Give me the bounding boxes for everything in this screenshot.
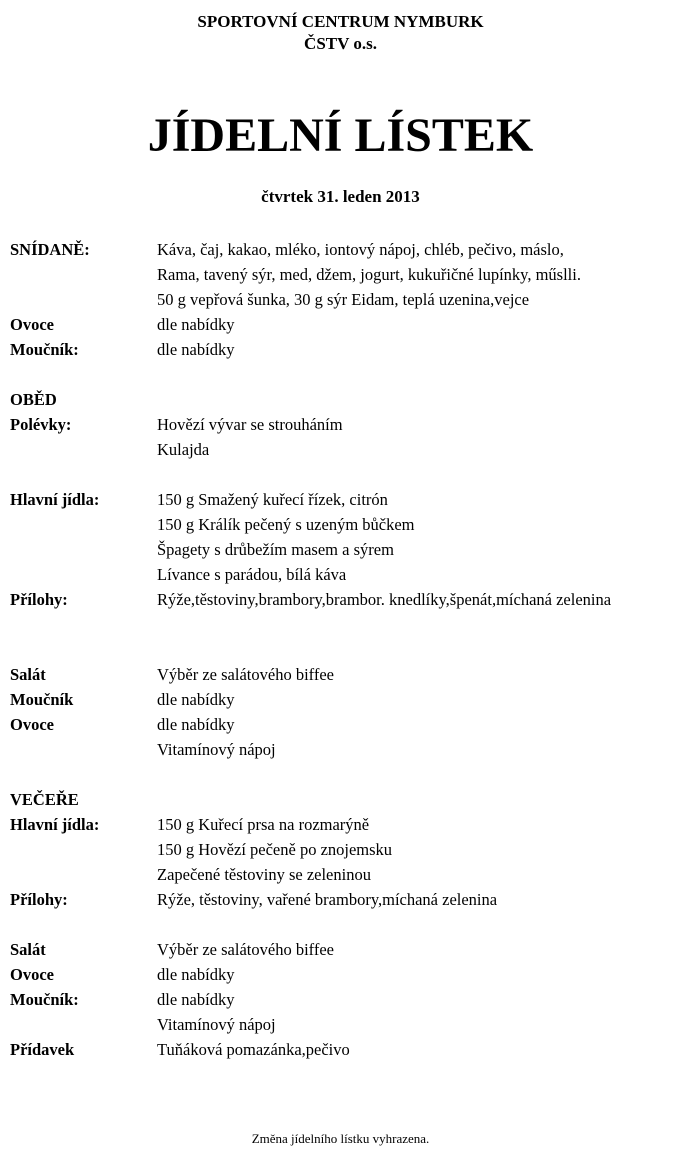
menu-row-label: Polévky: (10, 415, 72, 434)
menu-row-value: Lívance s parádou, bílá káva (157, 565, 347, 584)
menu-row-value: Kulajda (157, 440, 210, 459)
menu-row-value: dle nabídky (157, 965, 235, 984)
menu-row-value: 150 g Králík pečený s uzeným bůčkem (157, 515, 415, 534)
menu-row-value: 150 g Hovězí pečeně po znojemsku (157, 840, 393, 859)
menu-row (0, 587, 681, 612)
menu-row-label: Moučník (10, 690, 74, 709)
menu-row-label: Hlavní jídla: (10, 490, 100, 509)
menu-row (0, 237, 681, 262)
menu-row (0, 412, 681, 437)
menu-row-value: dle nabídky (157, 990, 235, 1009)
menu-row-value: 150 g Smažený kuřecí řízek, citrón (157, 490, 388, 509)
section-heading (0, 387, 681, 412)
section-heading (0, 787, 681, 812)
menu-row-value: Vitamínový nápoj (157, 1015, 276, 1034)
menu-row-value: dle nabídky (157, 315, 235, 334)
menu-row (0, 962, 681, 987)
menu-row-value: 50 g vepřová šunka, 30 g sýr Eidam, teplá uzenina,vejce (157, 290, 530, 309)
menu-row-value: dle nabídky (157, 340, 235, 359)
menu-row-label: OBĚD (10, 390, 57, 409)
menu-row (0, 862, 681, 887)
menu-row (0, 737, 681, 762)
menu-row (0, 437, 681, 462)
organization-subtitle: ČSTV o.s. (304, 34, 377, 53)
menu-row-label: SNÍDANĚ: (10, 240, 90, 259)
menu-row-value: Rama, tavený sýr, med, džem, jogurt, kukuřičné lupínky, műslli. (157, 265, 581, 284)
menu-row-label: Hlavní jídla: (10, 815, 100, 834)
menu-row-label: Moučník: (10, 340, 79, 359)
organization-name: SPORTOVNÍ CENTRUM NYMBURK (197, 12, 484, 31)
menu-row-value: Rýže, těstoviny, vařené brambory,míchaná zelenina (157, 890, 498, 909)
menu-row (0, 537, 681, 562)
menu-row (0, 512, 681, 537)
menu-row (0, 487, 681, 512)
menu-row-label: Moučník: (10, 990, 79, 1009)
menu-row-label: Přílohy: (10, 890, 68, 909)
footer-note: Změna jídelního lístku vyhrazena. (251, 1131, 430, 1146)
menu-row-label: Přídavek (10, 1040, 75, 1059)
menu-row-value: Hovězí vývar se strouháním (157, 415, 343, 434)
menu-row-label: Přílohy: (10, 590, 68, 609)
menu-row-value: Špagety s drůbežím masem a sýrem (157, 540, 394, 559)
menu-row-label: VEČEŘE (10, 790, 79, 809)
menu-row (0, 887, 681, 912)
menu-row (0, 712, 681, 737)
menu-row (0, 837, 681, 862)
menu-row-value: Výběr ze salátového biffee (157, 940, 334, 959)
menu-row-value: Tuňáková pomazánka,pečivo (157, 1040, 350, 1059)
menu-row (0, 1012, 681, 1037)
menu-row-value: Káva, čaj, kakao, mléko, iontový nápoj, chléb, pečivo, máslo, (157, 240, 564, 259)
menu-row (0, 987, 681, 1012)
menu-row (0, 262, 681, 287)
menu-row (0, 562, 681, 587)
menu-row (0, 312, 681, 337)
menu-date: čtvrtek 31. leden 2013 (261, 187, 420, 206)
menu-row-value: Výběr ze salátového biffee (157, 665, 334, 684)
menu-row (0, 287, 681, 312)
menu-row-value: dle nabídky (157, 715, 235, 734)
menu-row-value: 150 g Kuřecí prsa na rozmarýně (157, 815, 370, 834)
menu-row-label: Ovoce (10, 315, 54, 334)
menu-row-label: Salát (10, 665, 46, 684)
menu-row-label: Ovoce (10, 965, 54, 984)
menu-row-value: Zapečené těstoviny se zeleninou (157, 865, 371, 884)
menu-row-value: dle nabídky (157, 690, 235, 709)
menu-row (0, 337, 681, 362)
menu-row-label: Ovoce (10, 715, 54, 734)
menu-row-value: Rýže,těstoviny,brambory,brambor. knedlíky,špenát,míchaná zelenina (157, 590, 612, 609)
menu-row (0, 687, 681, 712)
menu-row (0, 662, 681, 687)
menu-row-label: Salát (10, 940, 46, 959)
page-title: JÍDELNÍ LÍSTEK (147, 109, 534, 162)
menu-row (0, 937, 681, 962)
menu-row (0, 812, 681, 837)
menu-row-value: Vitamínový nápoj (157, 740, 276, 759)
menu-row (0, 1037, 681, 1062)
